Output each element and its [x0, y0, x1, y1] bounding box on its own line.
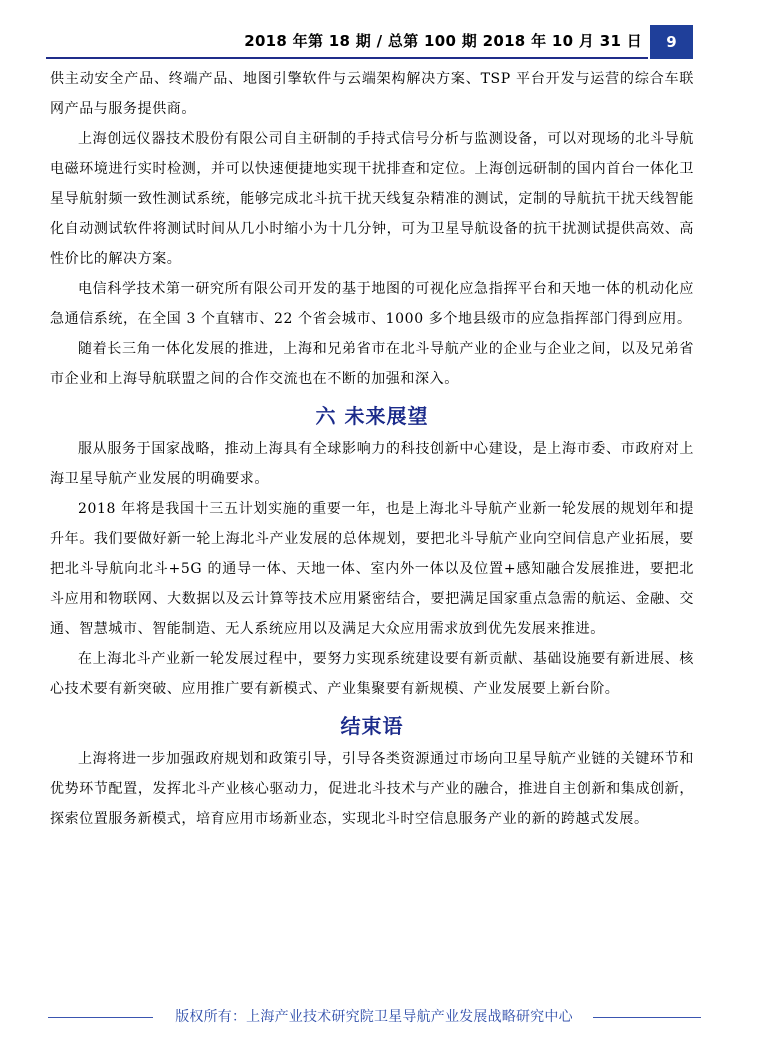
- paragraph: 上海将进一步加强政府规划和政策引导，引导各类资源通过市场向卫星导航产业链的关键环节和优势环节配置，发挥北斗产业核心驱动力，促进北斗技术与产业的融合，推进自主创新和集成创新，探索位置服务新模式，培育应用市场新业态，实现北斗时空信息服务产业的新的跨越式发展。: [50, 751, 694, 827]
- paragraph: 上海创远仪器技术股份有限公司自主研制的手持式信号分析与监测设备，可以对现场的北斗导航电磁环境进行实时检测，并可以快速便捷地实现干扰排查和定位。上海创远研制的国内首台一体化卫星导航射频一致性测试系统，能够完成北斗抗干扰天线复杂精准的测试，定制的导航抗干扰天线智能化自动测试软件将测试时间从几小时缩小为十几分钟，可为卫星导航设备的抗干扰测试提供高效、高性价比的解决方案。: [50, 131, 694, 267]
- header-rule: [46, 57, 648, 59]
- copyright-notice: 版权所有：上海产业技术研究院卫星导航产业发展战略研究中心: [175, 1009, 573, 1025]
- issue-info: 2018 年第 18 期 / 总第 100 期 2018 年 10 月 31 日: [244, 32, 642, 50]
- page-footer: [0, 1000, 760, 1030]
- paragraph: 随着长三角一体化发展的推进，上海和兄弟省市在北斗导航产业的企业与企业之间，以及兄弟省市企业和上海导航联盟之间的合作交流也在不断的加强和深入。: [50, 341, 694, 387]
- page-header: [0, 0, 760, 58]
- paragraph: 服从服务于国家战略，推动上海具有全球影响力的科技创新中心建设，是上海市委、市政府对上海卫星导航产业发展的明确要求。: [50, 441, 694, 487]
- footer-rule-right: [593, 1017, 701, 1018]
- paragraph: 电信科学技术第一研究所有限公司开发的基于地图的可视化应急指挥平台和天地一体的机动化应急通信系统，在全国 3 个直辖市、22 个省会城市、1000 多个地县级市的应急指挥部门得到应用。: [50, 281, 694, 327]
- paragraph: 2018 年将是我国十三五计划实施的重要一年，也是上海北斗导航产业新一轮发展的规划年和提升年。我们要做好新一轮上海北斗产业发展的总体规划，要把北斗导航产业向空间信息产业拓展，要把北斗导航向北斗+5G 的通导一体、天地一体、室内外一体以及位置+感知融合发展推进，要把北斗应用和物联网、大数据以及云计算等技术应用紧密结合，要把满足国家重点急需的航运、金融、交通、智慧城市、智能制造、无人系统应用以及满足大众应用需求放到优先发展来推进。: [50, 501, 694, 637]
- paragraph: 在上海北斗产业新一轮发展过程中，要努力实现系统建设要有新贡献、基础设施要有新进展、核心技术要有新突破、应用推广要有新模式、产业集聚要有新规模、产业发展要上新台阶。: [50, 651, 694, 697]
- footer-rule-left: [48, 1017, 153, 1018]
- page-number: 9: [666, 33, 677, 51]
- page-body: [50, 64, 694, 834]
- page-number-badge: [650, 25, 693, 59]
- section-heading-conclusion: 结束语: [340, 714, 404, 738]
- section-heading-future-outlook: 六 未来展望: [315, 404, 429, 428]
- paragraph: 供主动安全产品、终端产品、地图引擎软件与云端架构解决方案、TSP 平台开发与运营的综合车联网产品与服务提供商。: [50, 71, 694, 117]
